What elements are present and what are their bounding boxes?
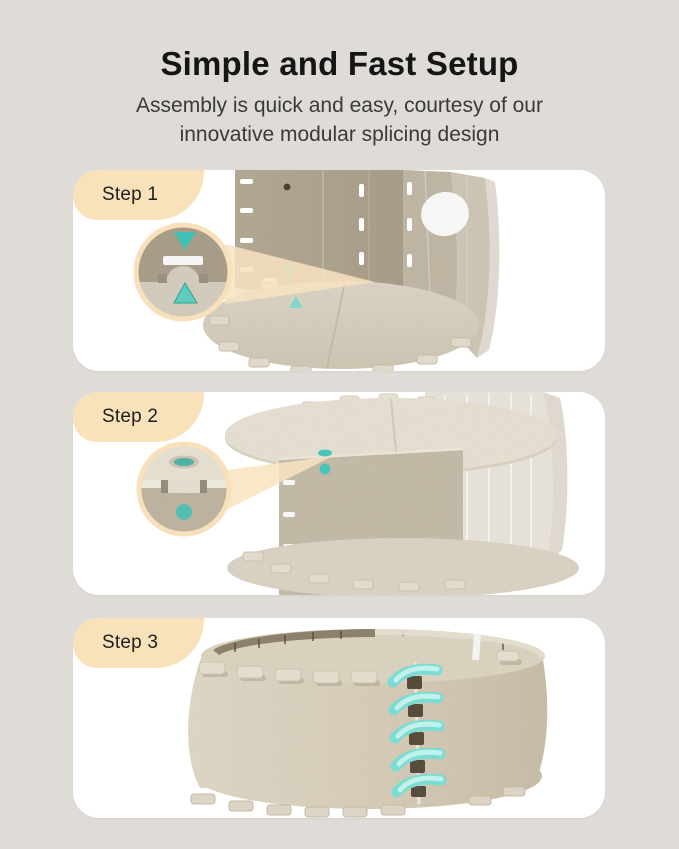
page-title: Simple and Fast Setup [160,45,519,82]
step-1-label: Step 1 [102,184,159,205]
step-3-label: Step 3 [102,632,159,653]
subtitle-line-1: Assembly is quick and easy, courtesy of our [136,94,543,117]
peg-detail [176,504,192,520]
step-1-card [73,170,605,371]
step-2-card [73,392,605,595]
drain-hole [284,184,291,191]
slot-detail [163,256,203,265]
step-3-card [73,618,605,818]
header [0,44,679,149]
step-2-label: Step 2 [102,406,159,427]
assembled-tub [188,629,547,817]
page-subtitle [0,91,679,149]
subtitle-line-2: innovative modular splicing design [179,123,500,146]
